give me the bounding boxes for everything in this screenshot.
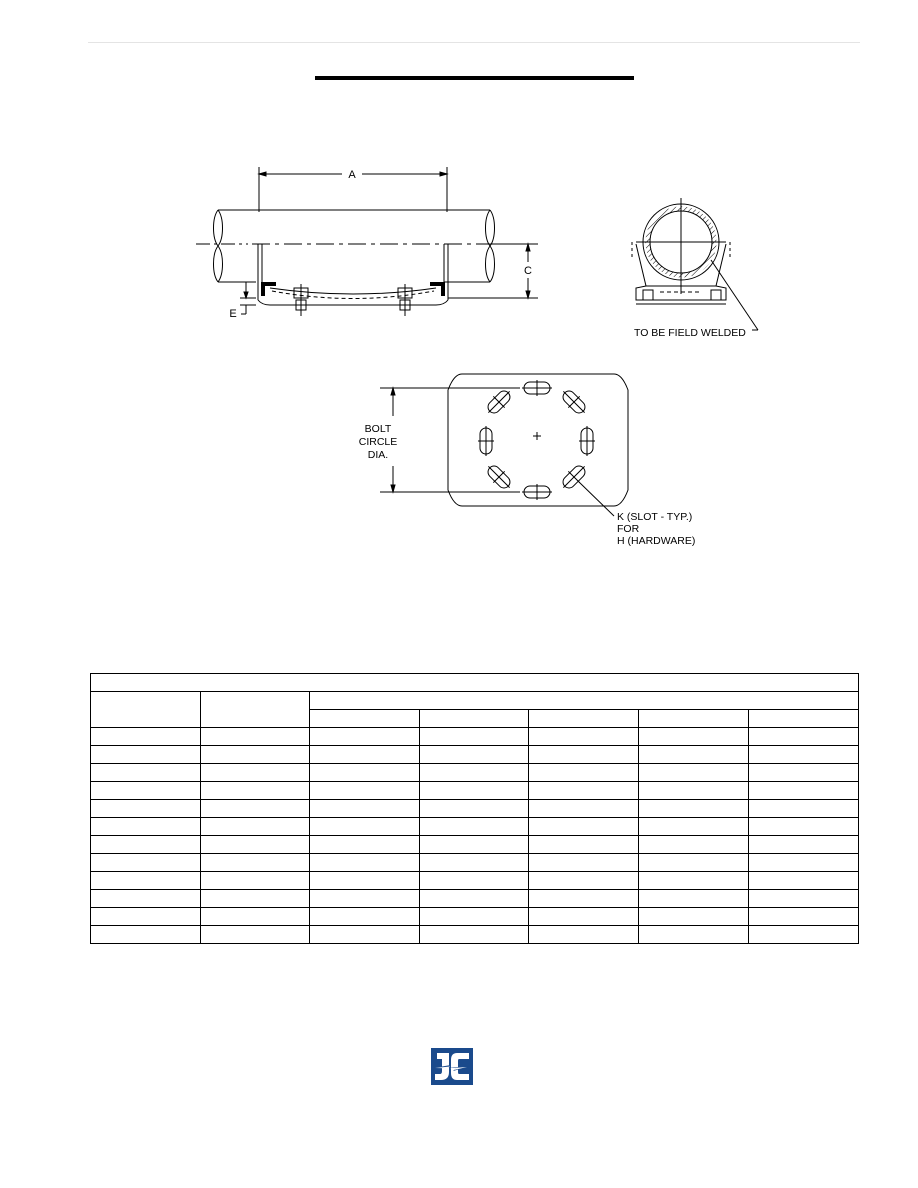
dim-c-label: C — [524, 265, 532, 277]
table-cell — [91, 746, 201, 764]
subheader-cell — [639, 710, 749, 728]
table-cell — [529, 890, 639, 908]
bolt-circle-label-2: CIRCLE — [358, 436, 398, 448]
table-cell — [310, 782, 420, 800]
table-cell — [201, 764, 310, 782]
table-cell — [91, 926, 201, 944]
table-cell — [201, 818, 310, 836]
table-row — [91, 926, 859, 944]
table-cell — [749, 764, 859, 782]
table-cell — [91, 782, 201, 800]
table-cell — [529, 818, 639, 836]
table-cell — [639, 836, 749, 854]
header-cell — [201, 692, 310, 728]
table-cell — [201, 836, 310, 854]
table-cell — [201, 800, 310, 818]
table-cell — [91, 728, 201, 746]
table-cell — [639, 728, 749, 746]
table-cell — [639, 872, 749, 890]
table-cell — [310, 800, 420, 818]
table-cell — [201, 908, 310, 926]
table-cell — [420, 746, 529, 764]
slot-lower-left — [483, 461, 516, 494]
end-view — [632, 198, 758, 330]
table-row — [91, 890, 859, 908]
table-cell — [529, 908, 639, 926]
table-cell — [420, 908, 529, 926]
table-cell — [201, 872, 310, 890]
table-cell — [310, 728, 420, 746]
table-cell — [749, 908, 859, 926]
table-cell — [639, 854, 749, 872]
table-cell — [310, 818, 420, 836]
table-cell — [529, 764, 639, 782]
table-cell — [201, 782, 310, 800]
table-cell — [310, 908, 420, 926]
table-cell — [91, 872, 201, 890]
table-row — [91, 854, 859, 872]
table-cell — [639, 782, 749, 800]
table-row — [91, 872, 859, 890]
field-weld-note: TO BE FIELD WELDED — [634, 327, 746, 339]
table-cell — [420, 890, 529, 908]
table-cell — [201, 728, 310, 746]
table-cell — [91, 890, 201, 908]
table-title-row — [91, 674, 859, 692]
table-row — [91, 782, 859, 800]
table-cell — [749, 818, 859, 836]
table-cell — [639, 800, 749, 818]
table-cell — [420, 854, 529, 872]
table-cell — [310, 926, 420, 944]
table-cell — [310, 836, 420, 854]
table-cell — [639, 818, 749, 836]
table-row — [91, 836, 859, 854]
table-row — [91, 746, 859, 764]
subheader-cell — [749, 710, 859, 728]
table-cell — [639, 746, 749, 764]
table-cell — [529, 782, 639, 800]
table-header-row — [91, 692, 859, 710]
dimension-table-body — [91, 674, 859, 944]
table-cell — [639, 926, 749, 944]
dim-e-label: E — [229, 308, 237, 320]
bolt-circle-label-3: DIA. — [367, 449, 389, 461]
table-cell — [310, 764, 420, 782]
subheader-cell — [310, 710, 420, 728]
table-cell — [749, 728, 859, 746]
table-cell — [749, 890, 859, 908]
table-cell — [529, 800, 639, 818]
table-cell — [529, 854, 639, 872]
table-row — [91, 800, 859, 818]
table-cell — [529, 926, 639, 944]
slot-note-line-3: H (HARDWARE) — [617, 535, 696, 547]
side-elevation-view — [196, 167, 538, 316]
table-cell — [529, 836, 639, 854]
table-cell — [420, 836, 529, 854]
header-cell — [91, 692, 201, 728]
table-cell — [91, 800, 201, 818]
base-plate-view — [380, 374, 628, 516]
table-cell — [310, 746, 420, 764]
table-cell — [420, 872, 529, 890]
slot-note-line-1: K (SLOT - TYP.) — [617, 511, 693, 523]
table-cell — [420, 800, 529, 818]
table-row — [91, 818, 859, 836]
dim-a-label: A — [348, 169, 356, 181]
table-cell — [749, 746, 859, 764]
table-cell — [91, 764, 201, 782]
table-row — [91, 764, 859, 782]
table-cell — [749, 800, 859, 818]
table-cell — [639, 908, 749, 926]
table-cell — [420, 728, 529, 746]
slot-upper-left — [483, 386, 516, 419]
table-cell — [201, 746, 310, 764]
table-cell — [310, 854, 420, 872]
slot-left — [478, 426, 494, 456]
table-cell — [639, 764, 749, 782]
table-cell — [749, 836, 859, 854]
table-cell — [420, 782, 529, 800]
dimension-table — [90, 673, 859, 944]
slot-bottom — [522, 484, 552, 500]
slot-upper-right — [558, 386, 591, 419]
table-cell — [749, 872, 859, 890]
slot-top — [522, 380, 552, 396]
table-cell — [529, 746, 639, 764]
table-cell — [91, 908, 201, 926]
table-cell — [310, 872, 420, 890]
table-cell — [310, 890, 420, 908]
table-cell — [529, 872, 639, 890]
table-cell — [749, 926, 859, 944]
company-logo — [431, 1048, 473, 1085]
table-cell — [749, 782, 859, 800]
table-cell — [91, 836, 201, 854]
table-row — [91, 728, 859, 746]
subheader-cell — [420, 710, 529, 728]
slot-right — [579, 426, 595, 456]
table-row — [91, 908, 859, 926]
table-cell — [201, 926, 310, 944]
subheader-cell — [529, 710, 639, 728]
header-group-cell — [310, 692, 859, 710]
table-cell — [420, 818, 529, 836]
bolt-circle-label-1: BOLT — [364, 423, 392, 435]
table-cell — [749, 854, 859, 872]
slot-note-line-2: FOR — [617, 523, 640, 535]
table-cell — [420, 926, 529, 944]
table-cell — [420, 764, 529, 782]
table-cell — [639, 890, 749, 908]
table-cell — [201, 890, 310, 908]
table-cell — [91, 854, 201, 872]
table-cell — [529, 728, 639, 746]
table-cell — [91, 818, 201, 836]
table-cell — [201, 854, 310, 872]
